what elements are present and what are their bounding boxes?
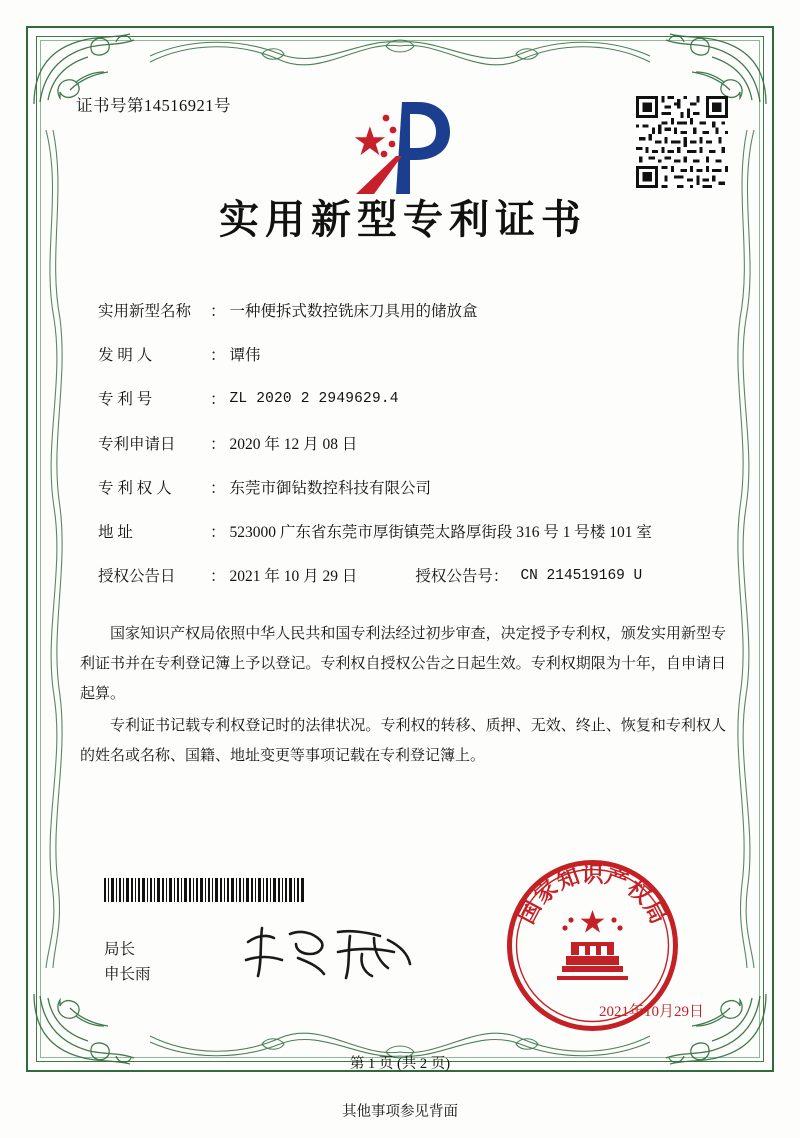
field-colon: ： bbox=[210, 524, 226, 542]
field-colon: ： bbox=[210, 435, 226, 453]
field-colon: ： bbox=[210, 391, 226, 409]
field-colon: ： bbox=[210, 568, 226, 586]
field-colon: ： bbox=[210, 479, 226, 497]
field-row-application-date bbox=[98, 430, 730, 460]
field-row-name bbox=[98, 297, 730, 327]
field-colon: ： bbox=[492, 568, 509, 586]
certificate-content bbox=[76, 92, 730, 773]
field-row-inventor bbox=[98, 341, 730, 371]
field-label: 实用新型名称 bbox=[98, 303, 192, 320]
seal-date: 2021年10月29日 bbox=[598, 1004, 704, 1020]
svg-text:识: 识 bbox=[581, 862, 604, 887]
page-title: 实用新型专利证书 bbox=[219, 197, 587, 242]
svg-text:家: 家 bbox=[529, 875, 563, 909]
svg-text:国: 国 bbox=[513, 896, 547, 928]
top-edge-ornament-icon bbox=[150, 36, 650, 70]
legal-text bbox=[76, 619, 730, 771]
field-colon: ： bbox=[210, 303, 226, 320]
field-row-grant bbox=[98, 562, 730, 592]
barcode bbox=[104, 878, 304, 902]
field-value-patentee: 东莞市御钻数控科技有限公司 bbox=[229, 479, 432, 497]
field-row-address bbox=[98, 518, 730, 548]
field-label: 地 址 bbox=[98, 524, 133, 542]
certificate-number: 证书号第14516921号 bbox=[76, 96, 231, 115]
field-row-patentee bbox=[98, 474, 730, 504]
footer-note: 其他事项参见背面 bbox=[342, 1104, 458, 1120]
page-number: 第 1 页 (共 2 页) bbox=[349, 1056, 451, 1072]
field-value-address: 523000 广东省东莞市厚街镇莞太路厚街段 316 号 1 号楼 101 室 bbox=[229, 524, 652, 542]
signature-block bbox=[104, 938, 151, 988]
field-value-grant-number: CN 214519169 U bbox=[520, 568, 643, 585]
field-value-application-date: 2020 年 12 月 08 日 bbox=[229, 435, 358, 453]
field-row-patent-number bbox=[98, 385, 730, 415]
handwritten-signature bbox=[238, 920, 418, 984]
field-label: 专利申请日 bbox=[98, 435, 176, 453]
right-edge-ornament-icon bbox=[734, 130, 760, 968]
field-label: 授权公告日 bbox=[98, 568, 176, 586]
field-label-grant-number: 授权公告号 bbox=[415, 568, 493, 586]
svg-text:权: 权 bbox=[622, 875, 656, 909]
field-value-grant-date: 2021 年 10 月 29 日 bbox=[229, 568, 358, 586]
field-value-utility-model-name: 一种便拆式数控铣床刀具用的储放盒 bbox=[229, 303, 478, 320]
paragraph-1: 国家知识产权局依照中华人民共和国专利法经过初步审查，决定授予专利权，颁发实用新型专利证书并在专利登记簿上予以登记。专利权自授权公告之日起生效。专利权期限为十年，自申请日起算。 bbox=[80, 625, 726, 702]
svg-text:产: 产 bbox=[602, 863, 632, 895]
field-label: 发 明 人 bbox=[98, 347, 153, 365]
left-edge-ornament-icon bbox=[40, 130, 66, 968]
field-value-inventor: 谭伟 bbox=[229, 347, 261, 365]
field-colon: ： bbox=[210, 347, 226, 365]
field-label: 专 利 号 bbox=[98, 391, 153, 409]
svg-text:知: 知 bbox=[553, 863, 583, 895]
field-label: 专 利 权 人 bbox=[98, 479, 172, 497]
svg-text:局: 局 bbox=[638, 896, 672, 928]
director-label: 局长 bbox=[104, 941, 136, 958]
field-list bbox=[76, 297, 730, 593]
paragraph-2: 专利证书记载专利权登记时的法律状况。专利权的转移、质押、无效、终止、恢复和专利权人的姓名或名称、国籍、地址变更等事项记载在专利登记簿上。 bbox=[80, 717, 726, 764]
field-value-patent-number: ZL 2020 2 2949629.4 bbox=[229, 391, 399, 408]
director-name: 申长雨 bbox=[104, 965, 151, 983]
